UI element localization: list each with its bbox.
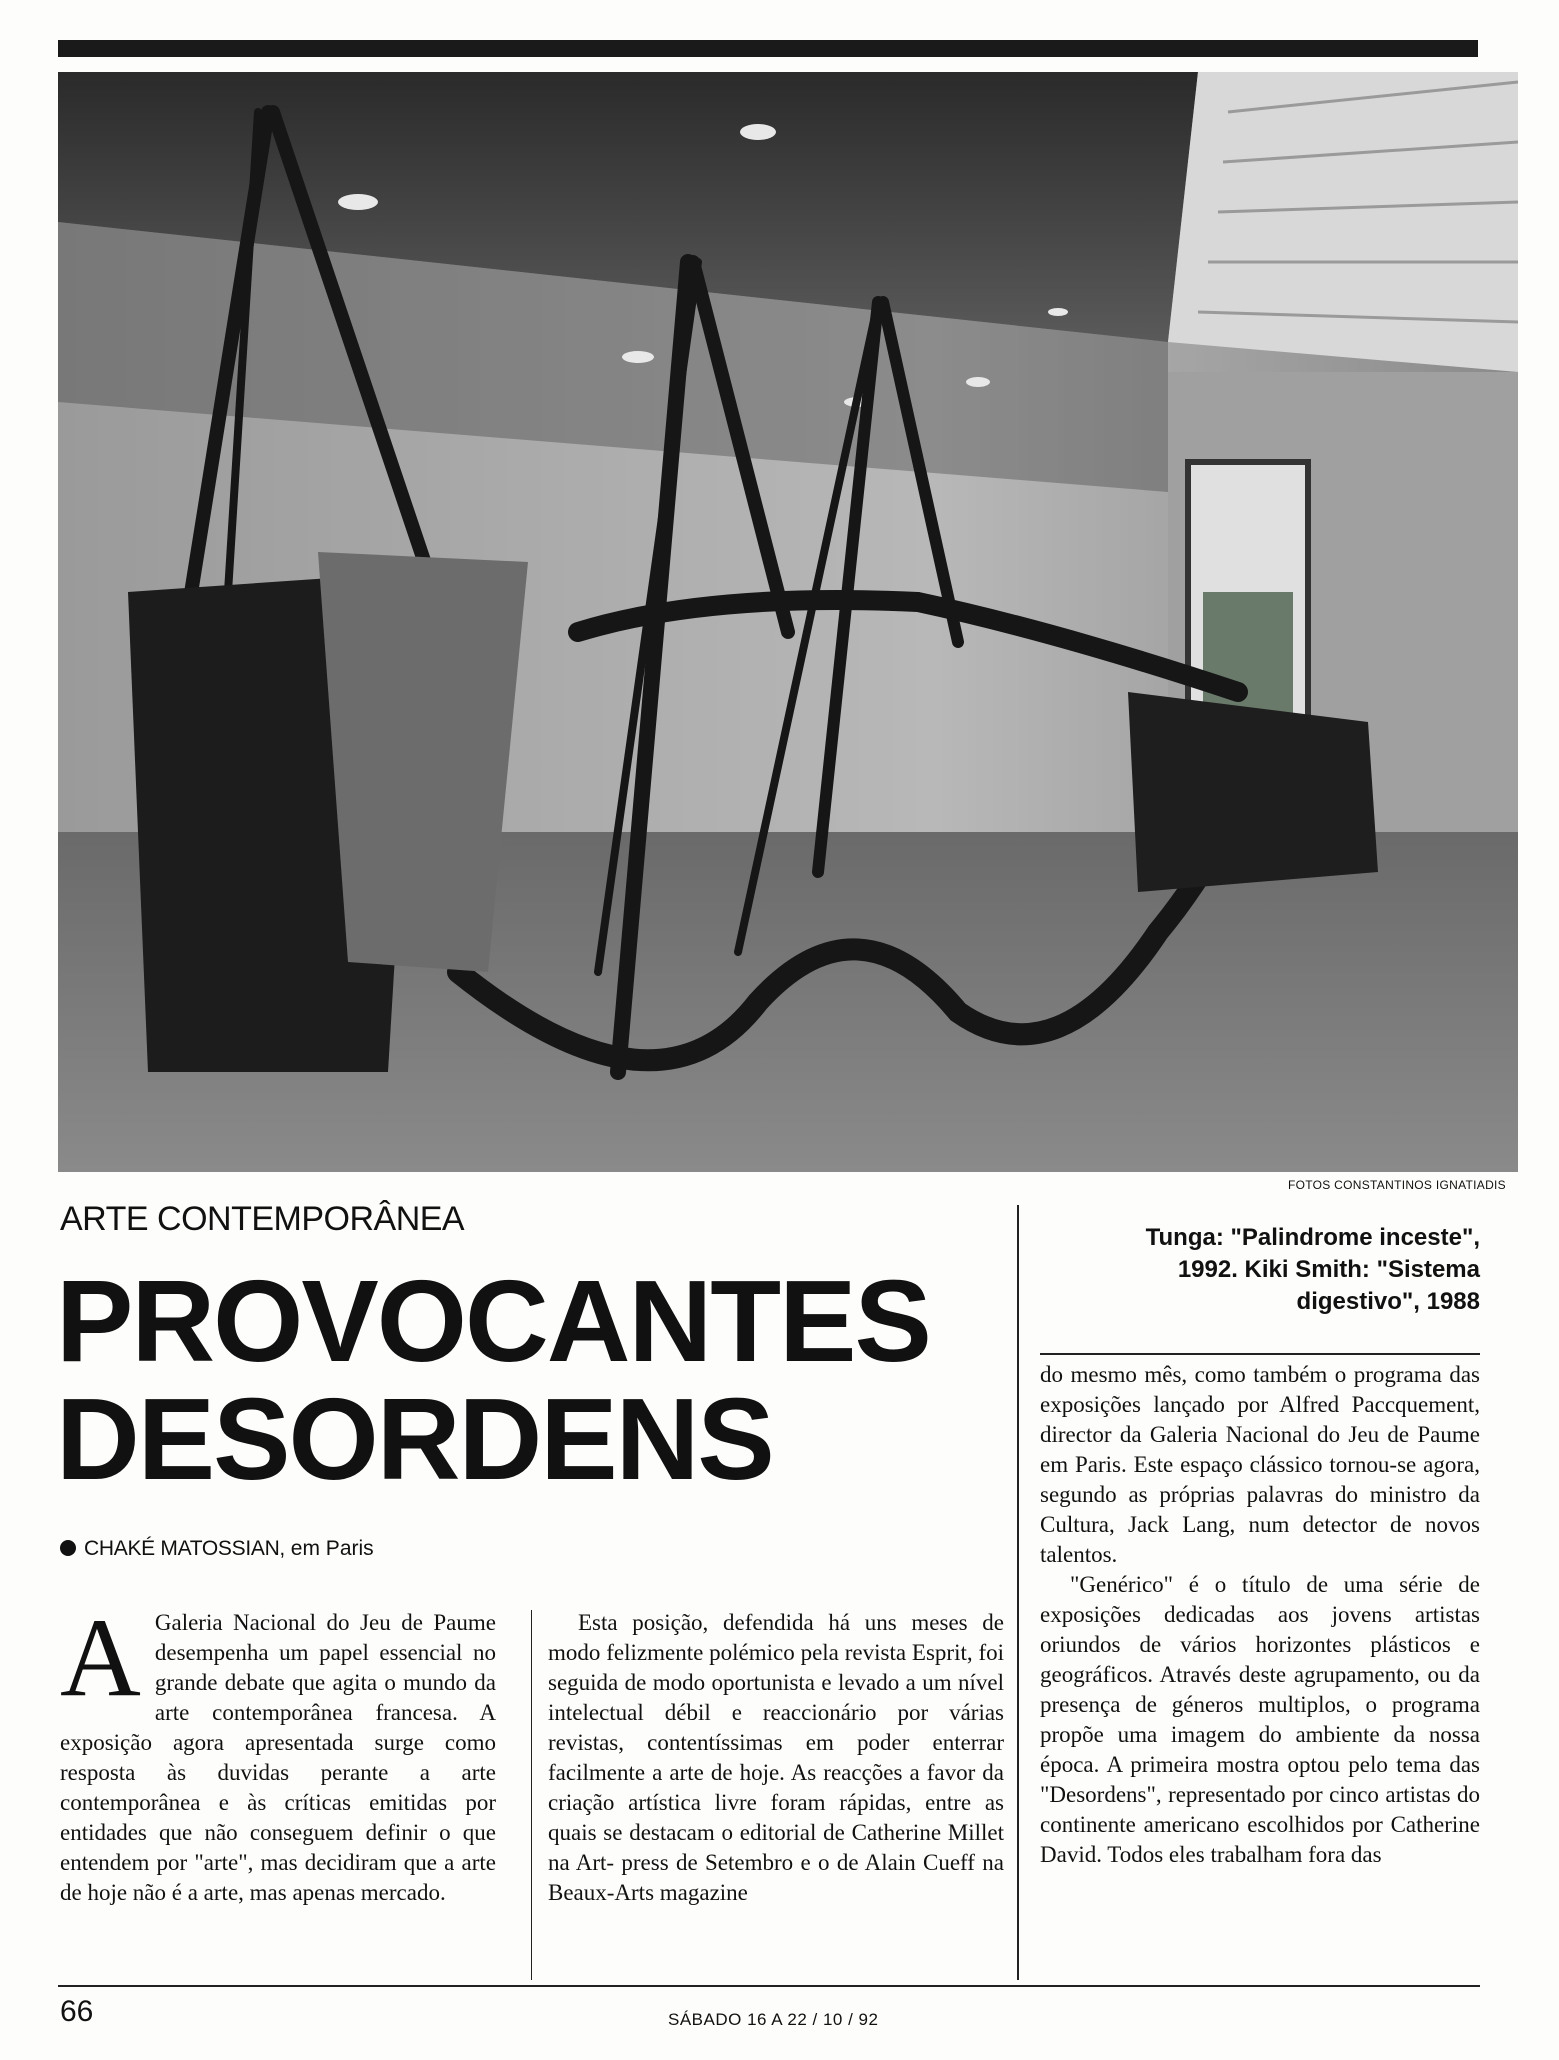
headline (56, 1256, 930, 1504)
gallery-photo (58, 72, 1518, 1172)
drop-cap: A (60, 1596, 141, 1720)
article-column-3 (1040, 1360, 1480, 1870)
column-1-paragraph: Galeria Nacional do Jeu de Paume desempenha um papel essencial no grande debate que agita o mundo da arte contemporânea francesa. A exposição agora apresentada surge como resposta às duvidas perante a arte contemporânea e às críticas emitidas por entidades que não conseguem definir o que entendem por "arte", mas decidiram que a arte de hoje não é a arte, mas apenas mercado. (60, 1610, 496, 1905)
caption-rule (1040, 1353, 1480, 1355)
column-rule-2 (531, 1610, 532, 1980)
caption-line-1: Tunga: "Palindrome inceste", (1145, 1224, 1480, 1251)
column-2-paragraph: Esta posição, defendida há uns meses de modo felizmente polémico pela revista Esprit, foi seguida de modo oportunista e levado a um nível intelectual débil e reaccionário por várias revistas, contentíssimas em poder enterrar facilmente a arte de hoje. As reacções a favor da criação artística livre foram rápidas, entre as quais se destacam o editorial de Catherine Millet na Art- press de Setembro e o de Alain Cueff na Beaux-Arts magazine (548, 1610, 1004, 1905)
byline-place: em Paris (284, 1537, 374, 1560)
footer-rule (58, 1985, 1480, 1987)
page-number: 66 (60, 1995, 94, 2028)
top-rule (58, 40, 1478, 57)
photo-credit: FOTOS CONSTANTINOS IGNATIADIS (1287, 1178, 1506, 1192)
caption-line-3: digestivo", 1988 (1296, 1288, 1480, 1315)
column-3-paragraph-1: do mesmo mês, como também o programa das exposições lançado por Alfred Paccquement, director da Galeria Nacional do Jeu de Paume em Paris. Este espaço clássico tornou-se agora, segundo as próprias palavras do ministro da Cultura, Jack Lang, num detector de novos talentos. (1040, 1362, 1480, 1567)
column-rule (1017, 1205, 1019, 1980)
byline-name: CHAKÉ MATOSSIAN, (84, 1537, 285, 1560)
photo-caption (1070, 1222, 1480, 1318)
issue-date: SÁBADO 16 A 22 / 10 / 92 (668, 2010, 879, 2029)
article-column-2 (548, 1608, 1004, 1908)
section-kicker: ARTE CONTEMPORÂNEA (60, 1200, 465, 1238)
column-3-paragraph-2: "Genérico" é o título de uma série de exposições dedicadas aos jovens artistas oriundos de vários horizontes plásticos e geográficos. Através deste agrupamento, ou da presença de géneros multiplos, o programa propõe uma imagem do ambiente da nossa época. A primeira mostra optou pelo tema das "Desordens", representado por cinco artistas do continente americano escolhidos por Catherine David. Todos eles trabalham fora das (1040, 1572, 1480, 1867)
article-column-1 (60, 1596, 496, 1908)
headline-line-1: PROVOCANTES (56, 1256, 930, 1386)
byline (60, 1537, 374, 1561)
caption-line-2: 1992. Kiki Smith: "Sistema (1177, 1256, 1480, 1283)
bullet-icon (60, 1540, 76, 1556)
headline-line-2: DESORDENS (56, 1374, 773, 1504)
